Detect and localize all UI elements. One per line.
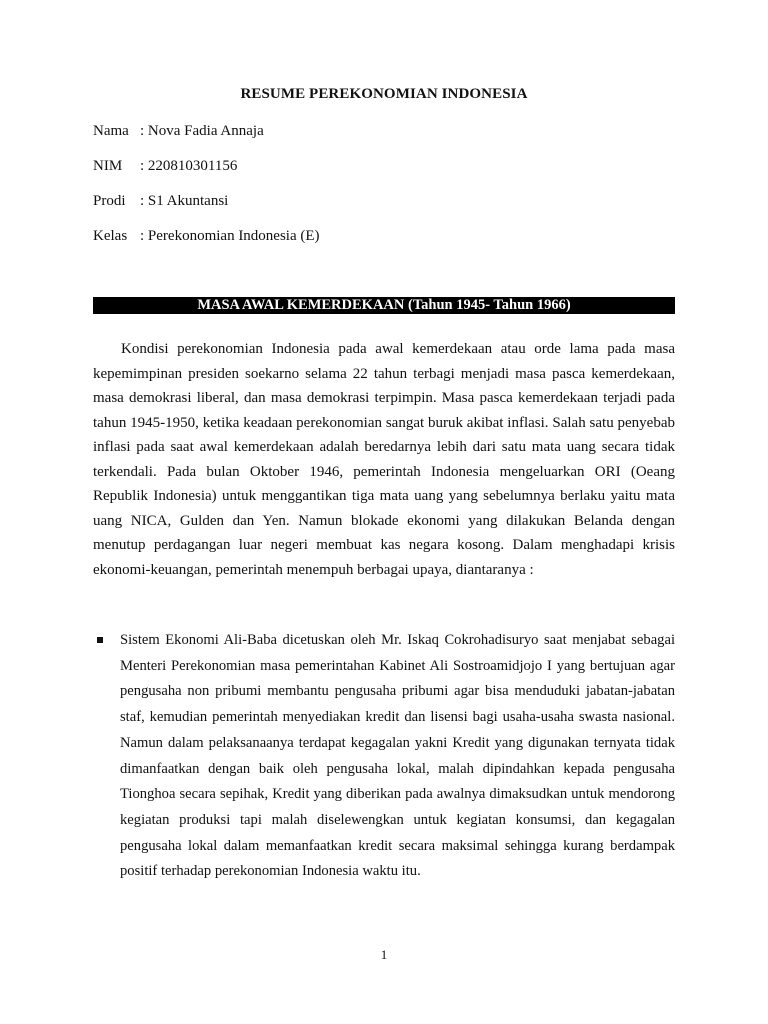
- identity-value: : 220810301156: [140, 158, 238, 174]
- identity-label: Kelas: [93, 228, 128, 244]
- identity-value: : Perekonomian Indonesia (E): [140, 228, 320, 244]
- page-number: 1: [380, 947, 388, 962]
- document-title: RESUME PEREKONOMIAN INDONESIA: [240, 86, 528, 102]
- section-heading: MASA AWAL KEMERDEKAAN (Tahun 1945- Tahun 1966): [93, 297, 675, 314]
- identity-label: Nama: [93, 123, 129, 139]
- identity-label: Prodi: [93, 193, 126, 209]
- identity-value: : S1 Akuntansi: [140, 193, 229, 209]
- identity-label: NIM: [93, 158, 123, 174]
- identity-value: : Nova Fadia Annaja: [140, 123, 264, 139]
- bullet-square-icon: [97, 637, 103, 643]
- bullet-item: Sistem Ekonomi Ali-Baba dicetuskan oleh Mr. Iskaq Cokrohadisuryo saat menjabat sebagai Menteri Perekonomian masa pemerintahan Kabinet Ali Sostroamidjojo I yang bertujuan agar pengusaha non pribumi membantu pengusaha pribumi agar bisa menduduki jabatan-jabatan staf, kemudian pemerintah menyediakan kredit dan lisensi bagi usaha-usaha swasta nasional. Namun dalam pelaksanaanya terdapat kegagalan yakni Kredit yang digunakan ternyata tidak dimanfaatkan dengan baik oleh pengusaha lokal, malah dipindahkan kepada pengusaha Tionghoa secara sepihak, Kredit yang diberikan pada awalnya dimaksudkan untuk mendorong kegiatan produksi tapi malah diselewengkan untuk kegiatan konsumsi, dan kegagalan pengusaha lokal dalam memanfaatkan kredit secara maksimal sehingga kurang berdampak positif terhadap perekonomian Indonesia waktu itu.: [120, 632, 675, 880]
- intro-paragraph: Kondisi perekonomian Indonesia pada awal kemerdekaan atau orde lama pada masa kepemimpinan presiden soekarno selama 22 tahun terbagi menjadi masa pasca kemerdekaan, masa demokrasi liberal, dan masa demokrasi terpimpin. Masa pasca kemerdekaan terjadi pada tahun 1945-1950, ketika keadaan perekonomian sangat buruk akibat inflasi. Salah satu penyebab inflasi pada saat awal kemerdekaan adalah beredarnya lebih dari satu mata uang secara tidak terkendali. Pada bulan Oktober 1946, pemerintah Indonesia mengeluarkan ORI (Oeang Republik Indonesia) untuk menggantikan tiga mata uang yang sebelumnya berlaku yaitu mata uang NICA, Gulden dan Yen. Namun blokade ekonomi yang dilakukan Belanda dengan menutup perdagangan luar negeri membuat kas negara kosong. Dalam menghadapi krisis ekonomi-keuangan, pemerintah menempuh berbagai upaya, diantaranya :: [93, 341, 675, 578]
